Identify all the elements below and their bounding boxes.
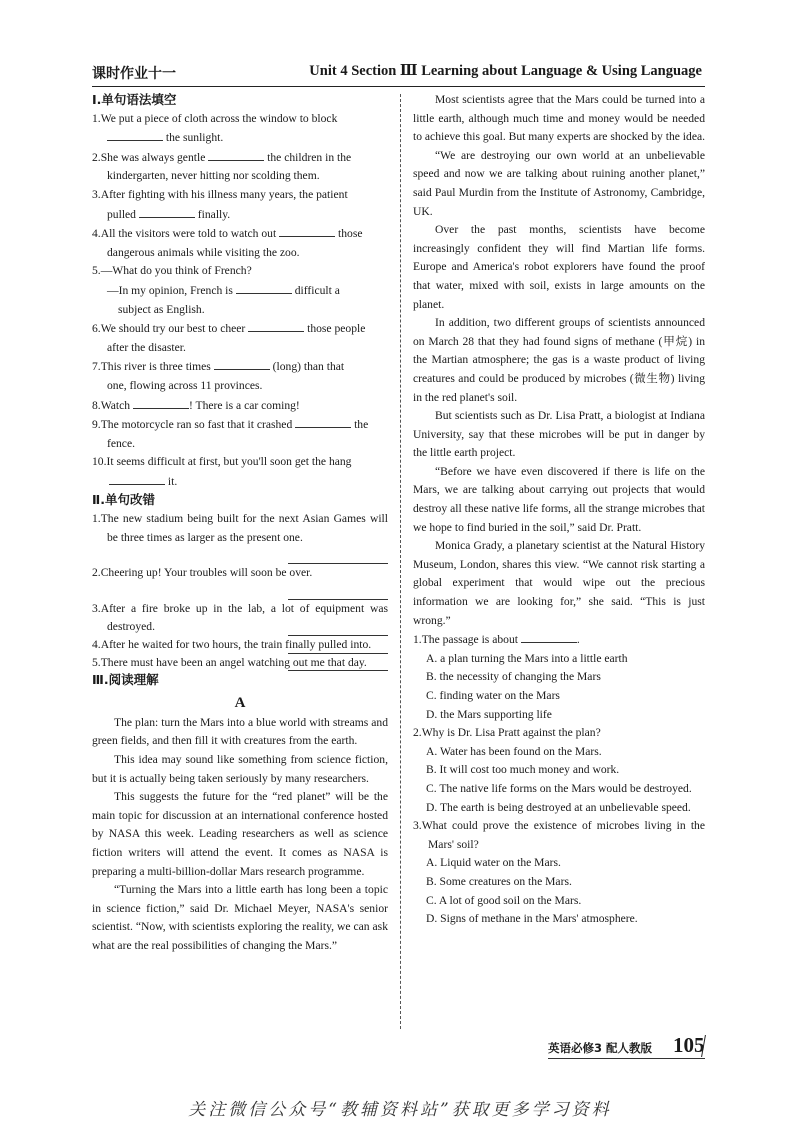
passage-paragraph: “Turning the Mars into a little earth has long been a topic in science fiction,” said Dr. Michael Meyer, NASA's senior scientist. “Now, with scientists exploring the reality, we can ask what are the real possibilities of changing the Mars.”	[92, 883, 388, 952]
answer-blank[interactable]	[295, 415, 351, 428]
error-correction-item-2: 2.Cheering up! Your troubles will soon be over.	[92, 564, 388, 600]
answer-blank[interactable]	[133, 396, 189, 409]
option-d[interactable]: D. Signs of methane in the Mars' atmosphere.	[426, 912, 638, 926]
passage-paragraph: Over the past months, scientists have become increasingly confident they will find Martian life forms. Europe and America's robot explorers have found the proof that water, mixed with soil, exists in large amounts on the planet.	[413, 223, 705, 311]
error-correction-item-1: 1.The new stadium being built for the next Asian Games will be three times as larger as the present one.	[92, 510, 388, 564]
option-a[interactable]: A. Water has been found on the Mars.	[426, 744, 602, 758]
answer-blank[interactable]	[109, 472, 165, 485]
fill-in-item-1: 1.We put a piece of cloth across the window to block the sunlight.	[92, 111, 338, 145]
passage-paragraph: “We are destroying our own world at an unbelievable speed and now we are talking about ruining another planet,” said Paul Murdin from the Institute of Astronomy, Cambridge, UK.	[413, 148, 705, 218]
answer-blank[interactable]	[279, 224, 335, 237]
section-1-title: Ⅰ.单句语法填空	[92, 92, 177, 107]
option-a[interactable]: A. a plan turning the Mars into a little earth	[426, 651, 628, 665]
answer-blank[interactable]	[248, 319, 304, 332]
fill-in-item-4: 4.All the visitors were told to watch out those dangerous animals while visiting the zoo.	[92, 224, 388, 262]
fill-in-item-6: 6.We should try our best to cheer those people after the disaster.	[92, 319, 388, 357]
passage-title: A	[234, 694, 246, 711]
option-c[interactable]: C. The native life forms on the Mars would be destroyed.	[426, 781, 692, 795]
passage-paragraph: But scientists such as Dr. Lisa Pratt, a biologist at Indiana University, say that these microbes will be put in danger by the little earth project.	[413, 409, 705, 460]
passage-paragraph: Most scientists agree that the Mars could be turned into a little earth, although much time and money would be needed to achieve this goal. But many experts are shocked by the idea.	[413, 93, 706, 144]
error-correction-item-3: 3.After a fire broke up in the lab, a lot of equipment was destroyed.	[92, 600, 388, 636]
fill-in-item-10: 10.It seems difficult at first, but you'll soon get the hang it.	[92, 455, 352, 488]
error-correction-item-4: 4.After he waited for two hours, the train finally pulled into.	[92, 636, 388, 654]
fill-in-item-7: 7.This river is three times (long) than that one, flowing across 11 provinces.	[92, 357, 388, 395]
option-d[interactable]: D. the Mars supporting life	[426, 707, 552, 721]
option-c[interactable]: C. A lot of good soil on the Mars.	[426, 893, 582, 907]
answer-blank[interactable]	[521, 630, 577, 643]
answer-blank[interactable]	[107, 128, 163, 141]
fill-in-item-9: 9.The motorcycle ran so fast that it crashed the fence.	[92, 415, 388, 453]
option-c[interactable]: C. finding water on the Mars	[426, 689, 560, 702]
left-column	[92, 91, 388, 956]
passage-paragraph: The plan: turn the Mars into a blue world with streams and green fields, and then fill it with creatures from the earth.	[92, 715, 388, 748]
book-title: 英语必修3 配人教版	[548, 1041, 653, 1055]
option-b[interactable]: B. the necessity of changing the Mars	[426, 670, 601, 684]
column-divider	[400, 94, 401, 1029]
fill-in-item-5-answer: —In my opinion, French is difficult a subject as English.	[92, 281, 388, 319]
answer-blank[interactable]	[139, 205, 195, 218]
answer-blank[interactable]	[236, 281, 292, 294]
right-column	[413, 91, 705, 929]
header-rule	[92, 86, 705, 87]
passage-paragraph: In addition, two different groups of scientists announced on March 28 that they had found signs of methane (甲烷) in the Martian atmosphere; the gas is a waste product of living creatures and could be produced by microbes (微生物) living in the red planet's soil.	[413, 316, 705, 404]
reading-question-2: 2.Why is Dr. Lisa Pratt against the plan?	[413, 726, 601, 740]
passage-paragraph: Monica Grady, a planetary scientist at the Natural History Museum, London, shares this view. “We cannot risk starting a global experiment that would wipe out the precious information we are looking for,” she said. “This is just wrong.”	[413, 539, 705, 627]
passage-paragraph: This idea may sound like something from science fiction, but it is actually being taken seriously by many researchers.	[92, 753, 388, 785]
option-b[interactable]: B. Some creatures on the Mars.	[426, 874, 572, 888]
fill-in-item-3: 3.After fighting with his illness many years, the patient pulled finally.	[92, 187, 348, 221]
fill-in-item-8: 8.Watch ! There is a car coming!	[92, 396, 388, 416]
section-2-title: Ⅱ.单句改错	[92, 492, 155, 508]
error-correction-item-5: 5.There must have been an angel watching out me that day.	[92, 654, 388, 672]
answer-blank[interactable]	[208, 148, 264, 161]
option-a[interactable]: A. Liquid water on the Mars.	[426, 856, 561, 870]
option-d[interactable]: D. The earth is being destroyed at an unbelievable speed.	[426, 800, 691, 814]
promo-banner: 关注微信公众号“教辅资料站”获取更多学习资料	[188, 1100, 612, 1120]
page-number: 105	[673, 1033, 705, 1057]
passage-paragraph: This suggests the future for the “red planet” will be the main topic for discussion at an international conference hosted by NASA this week. Leading researchers as well as science fiction writers will attend the event. It comes as NASA is preparing a multi-billion-dollar Mars research programme.	[92, 790, 388, 878]
answer-blank[interactable]	[214, 357, 270, 370]
fill-in-item-2: 2.She was always gentle the children in the kindergarten, never hitting nor scolding them.	[92, 148, 388, 186]
reading-question-3: 3.What could prove the existence of microbes living in the Mars' soil?	[413, 819, 705, 851]
option-b[interactable]: B. It will cost too much money and work.	[426, 763, 620, 777]
fill-in-item-5: 5.—What do you think of French?	[92, 264, 252, 278]
exercise-title: 课时作业十一	[92, 66, 176, 82]
passage-paragraph: “Before we have even discovered if there is life on the Mars, we are talking about carrying out projects that would destroy all these native life forms, all the strange microbes that we hope to find buried in the soil,” said Dr. Pratt.	[413, 464, 705, 534]
reading-question-1: 1.The passage is about .	[413, 630, 705, 650]
unit-section-title: Unit 4 Section Ⅲ Learning about Language & Using Language	[309, 63, 702, 79]
footer-rule	[548, 1058, 705, 1059]
section-3-title: Ⅲ.阅读理解	[92, 672, 159, 688]
